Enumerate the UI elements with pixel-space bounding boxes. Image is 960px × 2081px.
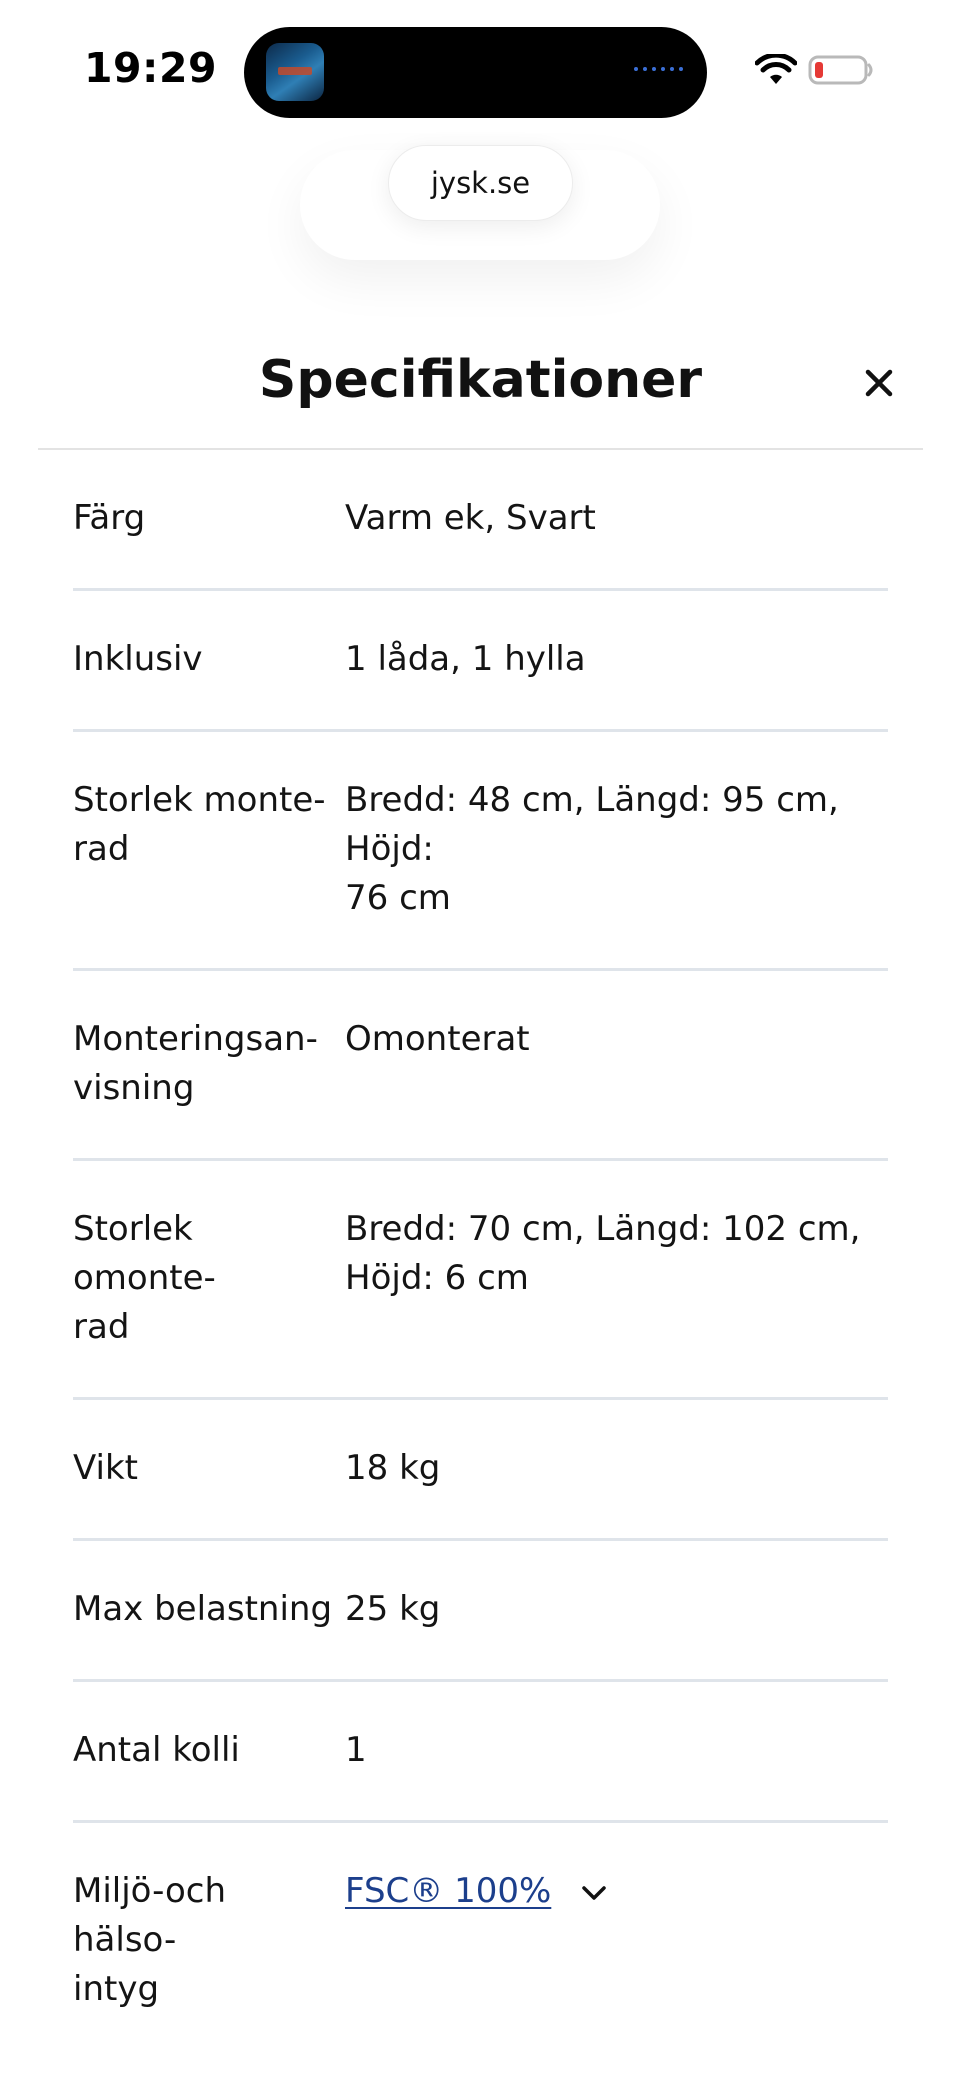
status-time: 19:29: [84, 44, 218, 92]
spec-label: Inklusiv: [73, 639, 203, 679]
fsc-certificate-link[interactable]: FSC® 100%: [345, 1871, 552, 1911]
battery-icon: [808, 54, 874, 86]
spec-value: 1: [345, 1730, 367, 1770]
wifi-icon: [755, 54, 797, 86]
spec-value: [345, 1867, 888, 2014]
spec-value: Bredd: 70 cm, Längd: 102 cm, Höjd: 6 cm: [345, 1209, 861, 1298]
page-title: Specifikationer: [258, 350, 703, 410]
specifications-list: [73, 450, 888, 2059]
spec-label: Antal kolli: [73, 1730, 240, 1770]
activity-dots-icon: [634, 67, 683, 71]
spec-row-certificates: [73, 1823, 888, 2059]
spec-label: Monteringsan- visning: [73, 1019, 318, 1108]
spec-value: Varm ek, Svart: [345, 498, 596, 538]
url-bar[interactable]: [388, 145, 573, 221]
spec-value: 25 kg: [345, 1589, 441, 1629]
spec-label: Max belastning: [73, 1589, 333, 1629]
spec-row-assembled-size: [73, 732, 888, 971]
spec-row-assembly-instructions: [73, 971, 888, 1161]
spec-label: Färg: [73, 498, 146, 538]
url-text: jysk.se: [430, 166, 531, 200]
dynamic-island[interactable]: [244, 27, 707, 118]
app-thumbnail-icon[interactable]: [266, 43, 324, 101]
spec-row-color: [73, 450, 888, 591]
spec-row-max-load: [73, 1541, 888, 1682]
close-icon[interactable]: [859, 363, 899, 403]
spec-row-unassembled-size: [73, 1161, 888, 1400]
status-bar: [0, 0, 960, 140]
spec-label: Storlek omonte- rad: [73, 1209, 216, 1347]
spec-value: Omonterat: [345, 1019, 530, 1059]
spec-row-package-count: [73, 1682, 888, 1823]
spec-row-weight: [73, 1400, 888, 1541]
spec-value: 18 kg: [345, 1448, 441, 1488]
spec-label: Vikt: [73, 1448, 138, 1488]
spec-value: Bredd: 48 cm, Längd: 95 cm, Höjd: 76 cm: [345, 780, 839, 918]
chevron-down-icon[interactable]: [580, 1883, 608, 1903]
specifications-header: [38, 320, 923, 450]
spec-value: 1 låda, 1 hylla: [345, 639, 586, 679]
spec-label: Miljö-och hälso- intyg: [73, 1871, 227, 2009]
spec-label: Storlek monte- rad: [73, 780, 326, 869]
spec-row-included: [73, 591, 888, 732]
